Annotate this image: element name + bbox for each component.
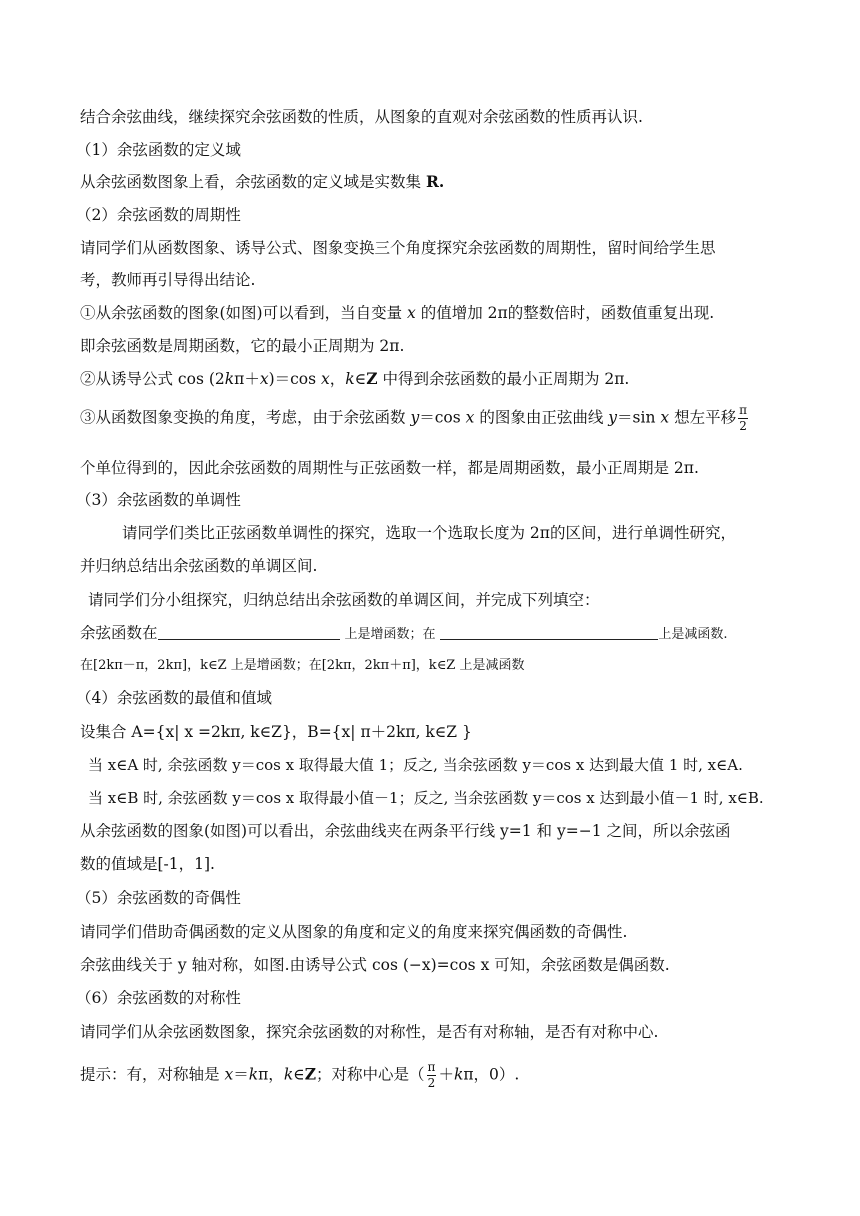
section-3-heading: （3）余弦函数的单调性 <box>76 491 241 509</box>
section-4-min-line: 当 x∈B 时, 余弦函数 y＝cos x 取得最小值－1；反之, 当余弦函数 y＝cos x 达到最小值－1 时, x∈B. <box>88 789 764 807</box>
section-2-heading: （2）余弦函数的周期性 <box>76 206 241 224</box>
section-2-para-2-line-2: 即余弦函数是周期函数，它的最小正周期为 2π. <box>80 337 405 355</box>
section-3-fill-in-line: 余弦函数在 上是增函数；在 上是减函数. <box>80 624 728 642</box>
section-5-heading: （5）余弦函数的奇偶性 <box>76 889 241 907</box>
section-2-para-3: ②从诱导公式 cos (2kπ＋x)＝cos x，k∈Z 中得到余弦函数的最小正周期为 2π. <box>80 369 630 388</box>
intro-paragraph: 结合余弦曲线，继续探究余弦函数的性质，从图象的直观对余弦函数的性质再认识. <box>80 108 643 126</box>
section-1-body: 从余弦函数图象上看，余弦函数的定义域是实数集 R. <box>80 172 445 191</box>
section-2-para-4-line-2: 个单位得到的，因此余弦函数的周期性与正弦函数一样，都是周期函数，最小正周期是 2π. <box>80 459 699 477</box>
fill-blank-decreasing[interactable] <box>440 625 658 640</box>
section-3-para-1-line-1: 请同学们类比正弦函数单调性的探究，选取一个选取长度为 2π的区间，进行单调性研究， <box>122 524 736 542</box>
fill-blank-increasing[interactable] <box>158 625 340 640</box>
pi-over-2-fraction: $\frac{\pi}{2}$ <box>427 1060 436 1090</box>
section-3-para-1-line-2: 并归纳总结出余弦函数的单调区间. <box>80 557 318 575</box>
section-6-heading: （6）余弦函数的对称性 <box>76 989 241 1007</box>
section-4-set-definition: 设集合 A={x| x =2kπ, k∈Z}，B={x| π＋2kπ, k∈Z } <box>80 723 472 741</box>
section-6-hint: 提示：有，对称轴是 x＝kπ，k∈Z；对称中心是（ $\frac{\pi}{2}$ ＋kπ，0）. <box>80 1060 520 1090</box>
section-4-range-line-2: 数的值域是[-1，1]. <box>80 855 215 873</box>
section-5-para-1: 请同学们借助奇偶函数的定义从图象的角度和定义的角度来探究偶函数的奇偶性. <box>80 923 628 941</box>
section-4-max-line: 当 x∈A 时, 余弦函数 y＝cos x 取得最大值 1；反之, 当余弦函数 y＝cos x 达到最大值 1 时, x∈A. <box>88 756 743 774</box>
section-2-para-4-line-1: ③从函数图象变换的角度，考虑，由于余弦函数 y＝cos x 的图象由正弦曲线 y＝sin x 想左平移 $\frac{\pi}{2}$ <box>80 403 747 433</box>
section-2-para-2-line-1: ①从余弦函数的图象(如图)可以看到，当自变量 x 的值增加 2π的整数倍时，函数值重复出现. <box>80 304 715 322</box>
section-1-heading: （1）余弦函数的定义域 <box>76 141 241 159</box>
section-3-answer: 在[2kπ－π，2kπ]，k∈Z 上是增函数；在[2kπ，2kπ＋π]，k∈Z 上是减函数 <box>80 658 525 673</box>
section-4-heading: （4）余弦函数的最值和值域 <box>76 689 272 707</box>
section-3-para-2: 请同学们分小组探究，归纳总结出余弦函数的单调区间，并完成下列填空： <box>88 591 600 609</box>
section-4-range-line-1: 从余弦函数的图象(如图)可以看出，余弦曲线夹在两条平行线 y=1 和 y=−1 之间，所以余弦函 <box>80 822 731 840</box>
pi-over-2-fraction: $\frac{\pi}{2}$ <box>739 403 747 433</box>
section-2-para-1-line-2: 考，教师再引导得出结论. <box>80 271 256 289</box>
section-2-para-1-line-1: 请同学们从函数图象、诱导公式、图象变换三个角度探究余弦函数的周期性，留时间给学生思 <box>80 239 716 257</box>
section-5-para-2: 余弦曲线关于 y 轴对称，如图.由诱导公式 cos (−x)=cos x 可知，余弦函数是偶函数. <box>80 956 670 974</box>
section-6-para-1: 请同学们从余弦函数图象，探究余弦函数的对称性，是否有对称轴，是否有对称中心. <box>80 1023 659 1041</box>
